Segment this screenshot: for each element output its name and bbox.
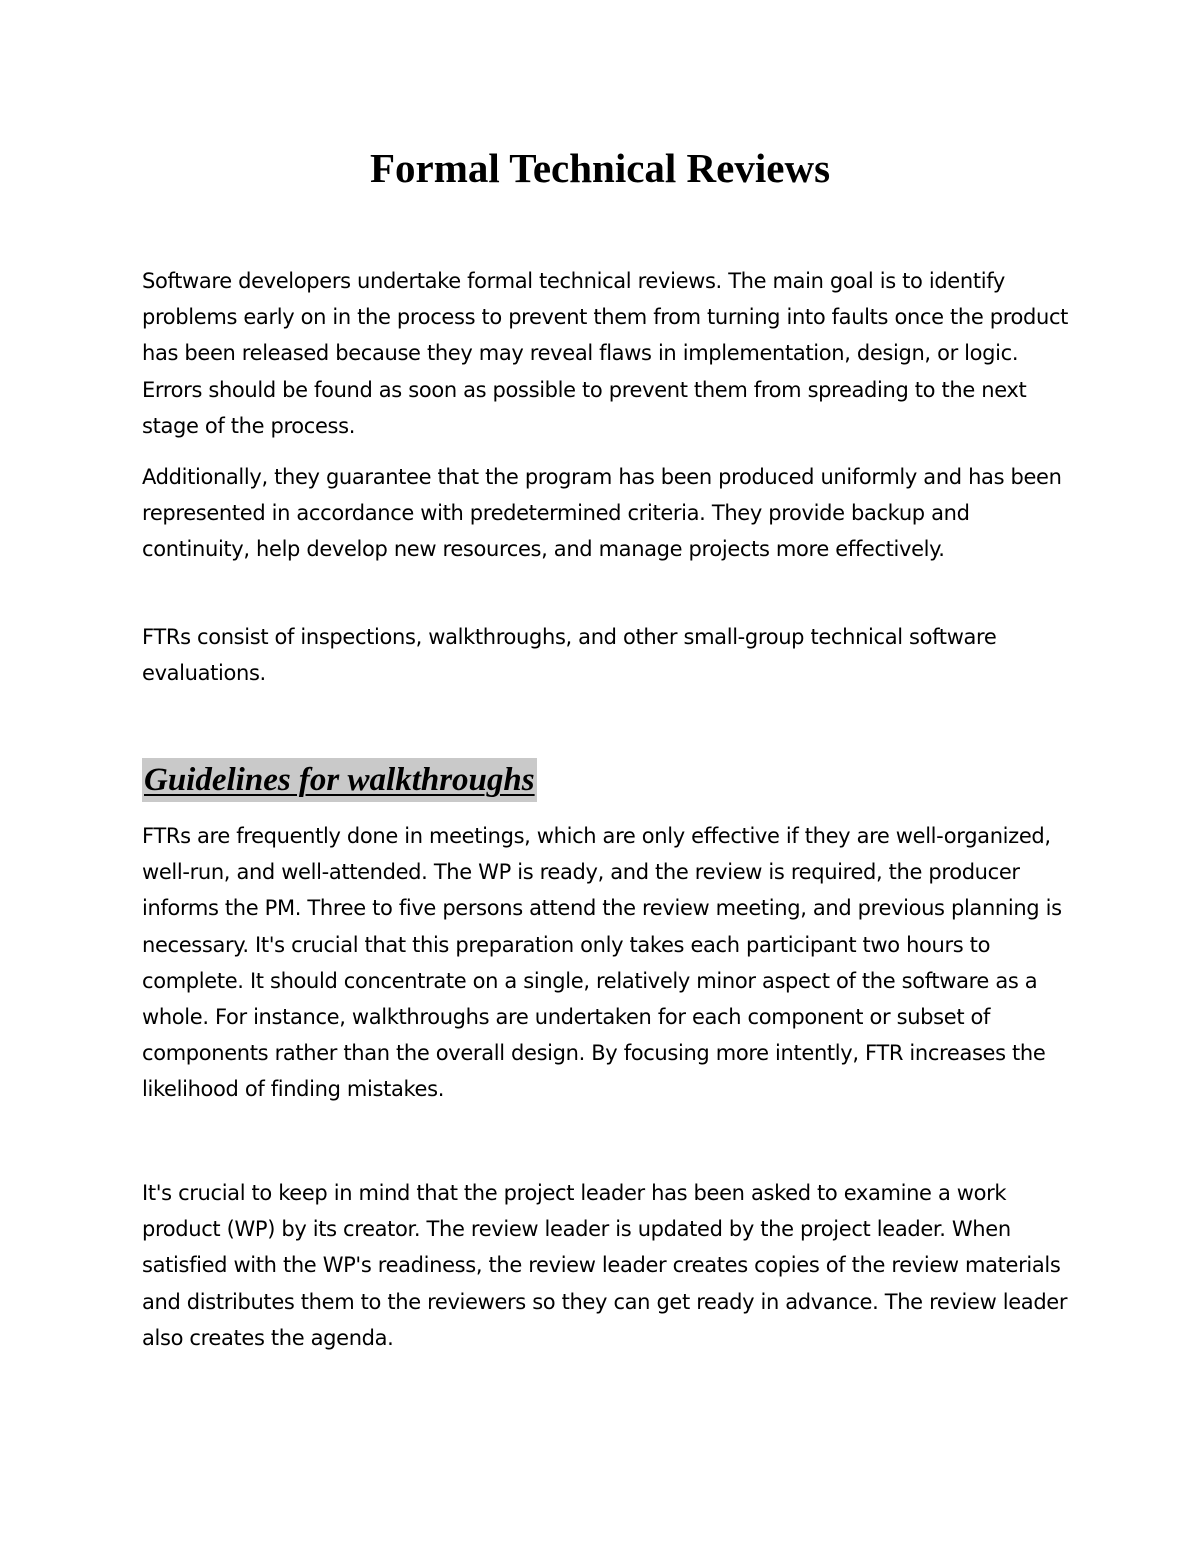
section-paragraph-1: FTRs are frequently done in meetings, which are only effective if they are well-organized, well-run, and well-attended. The WP is ready, and the review is required, the producer informs the PM. Three to five persons attend the review meeting, and previous planning is necessary. It's crucial that this preparation only takes each participant two hours to complete. It should concentrate on a single, relatively minor aspect of the software as a whole. For instance, walkthroughs are undertaken for each component or subset of components rather than the overall design. By focusing more intently, FTR increases the likelihood of finding mistakes. xyxy=(142,824,1062,1102)
intro-paragraph-3: FTRs consist of inspections, walkthroughs, and other small-group technical software evaluations. xyxy=(142,625,997,686)
section-paragraph-2: It's crucial to keep in mind that the project leader has been asked to examine a work product (WP) by its creator. The review leader is updated by the project leader. When satisfied with the WP's readiness, the review leader creates copies of the review materials and distributes them to the reviewers so they can get ready in advance. The review leader also creates the agenda. xyxy=(142,1181,1068,1350)
intro-paragraph-1: Software developers undertake formal technical reviews. The main goal is to identify problems early on in the process to prevent them from turning into faults once the product has been released because they may reveal flaws in implementation, design, or logic. Errors should be found as soon as possible to prevent them from spreading to the next stage of the process. xyxy=(142,269,1069,438)
page-title: Formal Technical Reviews xyxy=(369,145,831,191)
section-heading: Guidelines for walkthroughs xyxy=(142,758,537,802)
intro-paragraph-2: Additionally, they guarantee that the program has been produced uniformly and has been represented in accordance with predetermined criteria. They provide backup and continuity, help develop new resources, and manage projects more effectively. xyxy=(142,465,1062,562)
